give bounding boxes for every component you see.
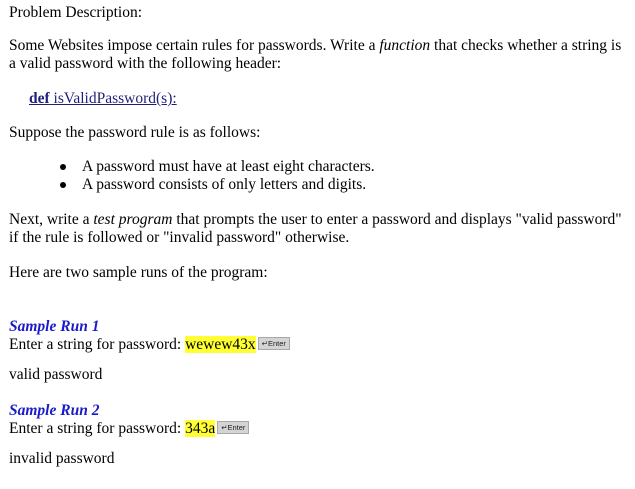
sample-run-prompt-line: [9, 336, 629, 354]
document-page: [9, 4, 629, 468]
sample-run-1: [9, 318, 629, 384]
test-text-before: Next, write a: [9, 211, 94, 228]
test-text-after: that prompts the user to enter a password and displays "valid password" if the rule is followed or "invalid password" otherwise.: [9, 211, 622, 246]
intro-text-before: Some Websites impose certain rules for passwords. Write a: [9, 37, 380, 54]
sample-run-title: Sample Run 1: [9, 318, 100, 335]
intro-emphasis: function: [379, 37, 431, 54]
problem-heading: Problem Description:: [9, 4, 143, 21]
test-emphasis: test program: [93, 211, 173, 228]
sample-run-output: valid password: [9, 366, 103, 383]
sample-run-2: [9, 402, 629, 468]
rule-item: A password consists of only letters and digits.: [82, 176, 629, 194]
enter-key-icon: ↵Enter: [217, 421, 249, 434]
enter-key-icon: ↵Enter: [258, 337, 290, 350]
intro-paragraph: [9, 37, 629, 73]
test-program-paragraph: [9, 211, 629, 247]
def-keyword: def: [29, 90, 50, 107]
intro-text-after: that checks whether a string is a valid password with the following header:: [9, 37, 622, 72]
rule-intro: Suppose the password rule is as follows:: [9, 124, 261, 141]
user-input: wewew43x: [185, 336, 256, 353]
rule-list: [9, 158, 629, 194]
user-input: 343a: [185, 420, 216, 437]
sample-run-prompt-line: [9, 420, 629, 438]
function-header: [9, 90, 629, 108]
prompt-text: Enter a string for password:: [9, 420, 186, 437]
sample-run-output: invalid password: [9, 450, 115, 467]
sample-run-title: Sample Run 2: [9, 402, 100, 419]
rule-item: A password must have at least eight characters.: [82, 158, 629, 176]
samples-intro: Here are two sample runs of the program:: [9, 264, 268, 281]
function-signature: isValidPassword(s):: [53, 90, 177, 107]
prompt-text: Enter a string for password:: [9, 336, 186, 353]
